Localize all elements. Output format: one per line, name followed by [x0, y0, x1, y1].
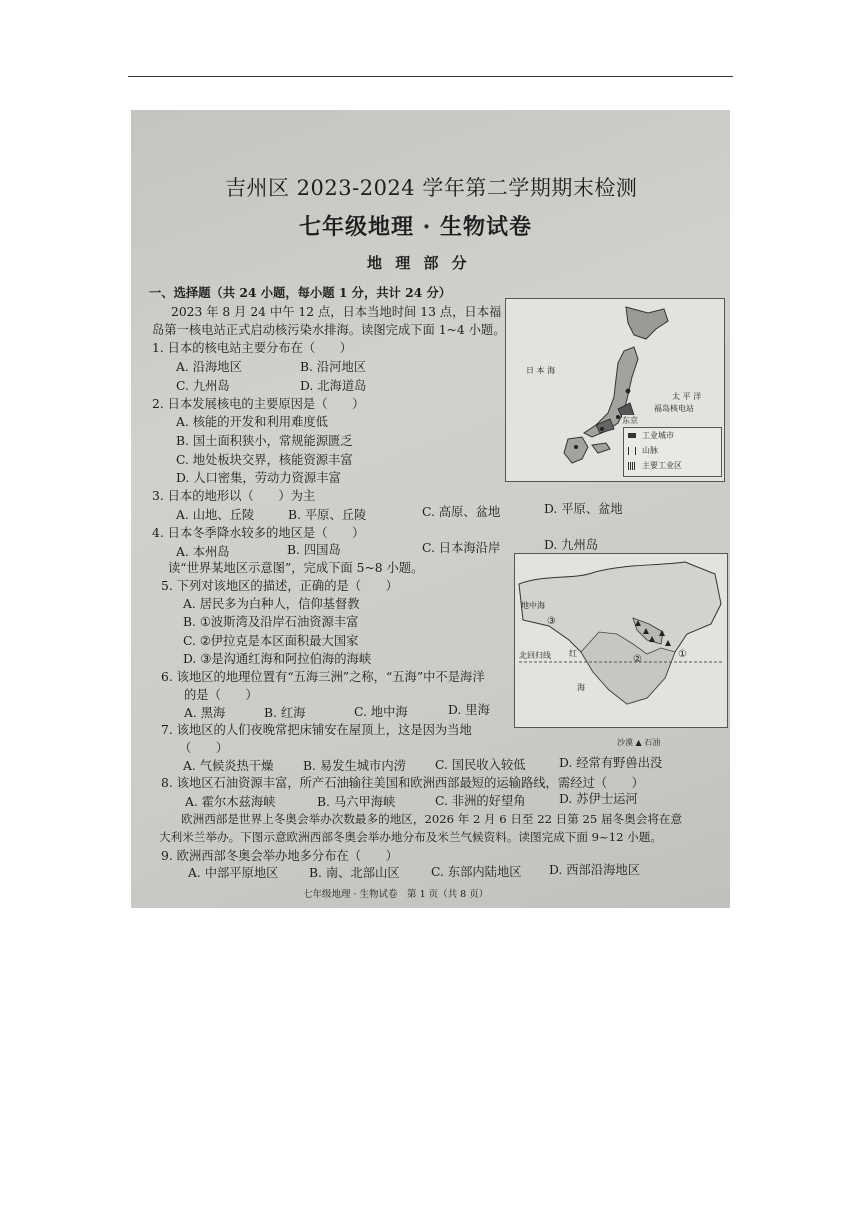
q8-option-b: B. 马六甲海峡 [317, 795, 396, 809]
red-sea-label-1: 红 [569, 649, 577, 658]
q2-option-a: A. 核能的开发和利用难度低 [176, 415, 328, 429]
tokyo-label: 东京 [622, 416, 638, 425]
section-title: 地 理 部 分 [367, 254, 471, 272]
q1-option-b: B. 沿河地区 [300, 360, 367, 374]
q9-option-d: D. 西部沿海地区 [549, 863, 641, 877]
q9-option-c: C. 东部内陆地区 [431, 865, 522, 879]
q3-option-c: C. 高原、盆地 [422, 505, 501, 519]
red-sea-label-2: 海 [577, 683, 585, 692]
q7-option-c: C. 国民收入较低 [435, 758, 526, 772]
q4-stem: 4. 日本冬季降水较多的地区是（ ） [152, 526, 365, 540]
exam-photo [131, 110, 730, 908]
middle-east-legend: 沙漠 ▲ 石油 [617, 738, 661, 747]
q4-option-a: A. 本州岛 [176, 545, 230, 559]
q7-stem-line1: 7. 该地区的人们夜晚常把床铺安在屋顶上，这是因为当地 [161, 723, 472, 737]
marker-3: ③ [547, 616, 556, 627]
marker-2: ② [633, 654, 642, 665]
legend-industrial-city: 工业城市 [642, 431, 674, 440]
q9-option-b: B. 南、北部山区 [309, 866, 400, 880]
intro2: 读“世界某地区示意图”，完成下面 5~8 小题。 [168, 561, 424, 575]
city-symbol-icon [628, 433, 636, 438]
q3-stem: 3. 日本的地形以（ ）为主 [152, 489, 316, 503]
q5-option-a: A. 居民多为白种人，信仰基督教 [183, 597, 360, 611]
intro3-line2: 大利米兰举办。下图示意欧洲西部冬奥会举办地分布及米兰气候资料。读图完成下面 9~12 小题。 [159, 830, 662, 844]
intro1-line2: 岛第一核电站正式启动核污染水排海。读图完成下面 1~4 小题。 [152, 323, 506, 337]
q6-stem-line2: 的是（ ） [184, 688, 258, 702]
legend-industrial-zone: 主要工业区 [642, 461, 682, 470]
q2-option-d: D. 人口密集，劳动力资源丰富 [176, 471, 341, 485]
q6-stem-line1: 6. 该地区的地理位置有“五海三洲”之称，“五海”中不是海洋 [161, 670, 485, 684]
exam-title-line2: 七年级地理 · 生物试卷 [299, 214, 532, 240]
q8-stem: 8. 该地区石油资源丰富，所产石油输往美国和欧洲西部最短的运输路线，需经过（ ） [161, 776, 644, 790]
page-footer: 七年级地理 · 生物试卷 第 1 页（共 8 页） [303, 889, 489, 900]
q8-option-a: A. 霍尔木兹海峡 [185, 795, 276, 809]
q5-option-b: B. ①波斯湾及沿岸石油资源丰富 [183, 615, 359, 629]
tropic-of-cancer-label: 北回归线 [519, 651, 551, 660]
q6-option-a: A. 黑海 [184, 706, 226, 720]
q2-stem: 2. 日本发展核电的主要原因是（ ） [152, 397, 365, 411]
middle-east-map [514, 553, 728, 728]
page-top-rule [128, 76, 733, 77]
intro3-line1: 欧洲西部是世界上冬奥会举办次数最多的地区，2026 年 2 月 6 日至 22 日第 25 届冬奥会将在意 [181, 812, 683, 826]
q8-option-d: D. 苏伊士运河 [559, 792, 638, 806]
japan-sea-label: 日 本 海 [526, 366, 556, 375]
q1-stem: 1. 日本的核电站主要分布在（ ） [152, 341, 353, 355]
q4-option-d: D. 九州岛 [544, 538, 599, 552]
q3-option-b: B. 平原、丘陵 [288, 508, 367, 522]
pacific-ocean-label: 太 平 洋 [672, 392, 702, 401]
q6-option-c: C. 地中海 [354, 705, 408, 719]
legend-mountain: 山脉 [642, 446, 658, 455]
q1-option-a: A. 沿海地区 [176, 360, 242, 374]
q9-stem: 9. 欧洲西部冬奥会举办地多分布在（ ） [161, 849, 398, 863]
q7-option-d: D. 经常有野兽出没 [559, 756, 663, 770]
section1-heading: 一、选择题（共 24 小题，每小题 1 分，共计 24 分） [149, 285, 452, 300]
q2-option-b: B. 国土面积狭小，常规能源匮乏 [176, 434, 353, 448]
q4-option-c: C. 日本海沿岸 [422, 541, 501, 555]
japan-map-legend [623, 427, 722, 477]
intro1-line1: 2023 年 8 月 24 中午 12 点，日本当地时间 13 点，日本福 [171, 305, 502, 319]
q5-option-c: C. ②伊拉克是本区面积最大国家 [183, 634, 359, 648]
mountain-symbol-icon [628, 447, 636, 455]
q2-option-c: C. 地处板块交界，核能资源丰富 [176, 453, 353, 467]
fukushima-plant-label: 福岛核电站 [654, 404, 694, 413]
q3-option-d: D. 平原、盆地 [544, 502, 623, 516]
industrial-zone-symbol-icon [628, 462, 636, 470]
q8-option-c: C. 非洲的好望角 [435, 794, 526, 808]
middle-east-map-drawing [515, 554, 727, 727]
q6-option-d: D. 里海 [448, 703, 490, 717]
marker-1: ① [678, 649, 687, 660]
q6-option-b: B. 红海 [264, 706, 306, 720]
q5-option-d: D. ③是沟通红海和阿拉伯海的海峡 [183, 652, 372, 666]
q1-option-c: C. 九州岛 [176, 379, 230, 393]
japan-map [505, 298, 725, 482]
q7-stem-line2: （ ） [179, 741, 229, 755]
q5-stem: 5. 下列对该地区的描述，正确的是（ ） [161, 579, 398, 593]
q7-option-a: A. 气候炎热干燥 [183, 759, 274, 773]
q4-option-b: B. 四国岛 [287, 543, 341, 557]
q7-option-b: B. 易发生城市内涝 [303, 759, 406, 773]
exam-title-line1: 吉州区 2023-2024 学年第二学期期末检测 [225, 176, 638, 200]
q1-option-d: D. 北海道岛 [300, 379, 367, 393]
mediterranean-label: 地中海 [521, 601, 545, 610]
q9-option-a: A. 中部平原地区 [188, 866, 279, 880]
q3-option-a: A. 山地、丘陵 [176, 508, 255, 522]
